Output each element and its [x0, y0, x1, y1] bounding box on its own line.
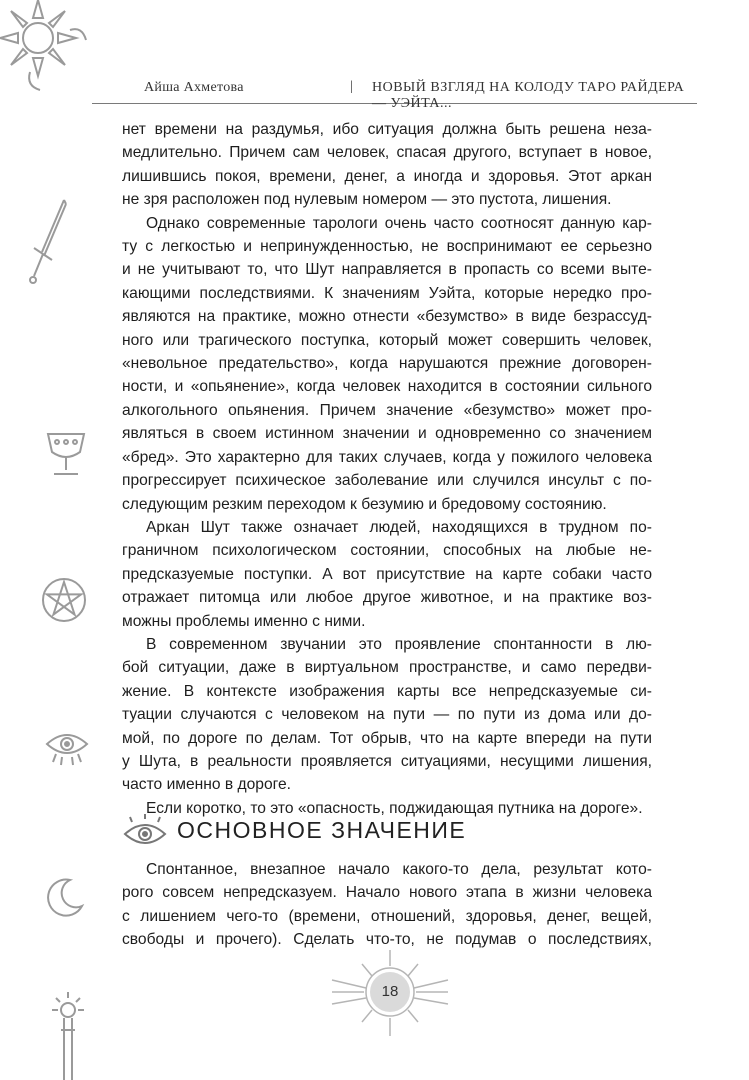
page-footer [330, 950, 450, 1040]
text-line: В современном звучании это проявление спонтанности в лю- [146, 635, 652, 653]
text-line: алкогольного опьянения. Причем значение «безумство» может про- [122, 401, 652, 419]
text-line: предсказуемые поступки. А вот присутствие на карте собаки часто [122, 565, 652, 583]
text-line: Аркан Шут также означает людей, находящихся в трудном по- [146, 518, 652, 536]
text-line: часто именно в дороге. [122, 776, 291, 794]
text-line: мой, по дороге по делам. Тот обрыв, что на карте впереди на пути [122, 729, 652, 747]
sun-icon [0, 0, 100, 110]
text-line: отражает питомца или любое другое животное, и на практике воз- [122, 589, 652, 607]
text-line: свободы и прочего). Сделать что-то, не подумав о последствиях, [122, 931, 652, 949]
section-heading [122, 812, 652, 852]
text-line: жение. В контексте изображения карты все непредсказуемые си- [122, 682, 652, 700]
heading-eye-icon [122, 814, 168, 853]
text-line: прогрессирует психическое заболевание или случился инсульт с по- [122, 472, 652, 490]
text-line: не зря расположен под нулевым номером — это пустота, лишения. [122, 191, 612, 209]
header-book-title: НОВЫЙ ВЗГЛЯД НА КОЛОДУ ТАРО РАЙДЕРА — УЭЙТА... [372, 80, 685, 111]
body-text [122, 118, 652, 820]
text-line: ту с легкостью и непринужденностью, не воспринимают ее серьезно [122, 238, 652, 256]
text-line: следующим резким переходом к безумию и бредовому состоянию. [122, 495, 607, 513]
text-line: «бред». Это характерно для таких случаев, когда у пожилого человека [122, 448, 652, 466]
wand-icon [48, 990, 88, 1080]
text-line: граничном психологическом состоянии, способных на любые не- [122, 542, 652, 560]
section-body [122, 858, 652, 952]
pentacle-icon [40, 576, 88, 624]
text-line: рого совсем непредсказуем. Начало нового этапа в жизни человека [122, 884, 652, 902]
text-line: у Шута, в реальности проявляется ситуациями, несущими лишения, [122, 752, 652, 770]
text-line: Если коротко, то это «опасность, поджидающая путника на дороге». [146, 799, 643, 817]
sword-icon [28, 196, 68, 296]
text-line: бой ситуации, даже в виртуальном пространстве, и само передви- [122, 659, 652, 677]
text-line: ного или трагического поступка, который может совершить человек, [122, 331, 652, 349]
moon-icon [42, 876, 86, 920]
page-number: 18 [370, 972, 410, 1012]
header-author: Айша Ахметова [144, 80, 244, 95]
text-line: являются на практике, можно отнести «безумство» в виде безрассуд- [122, 308, 652, 326]
running-header [92, 73, 697, 111]
text-line: нет времени на раздумья, ибо ситуация должна быть решена неза- [122, 121, 652, 138]
section-heading-text: ОСНОВНОЕ ЗНАЧЕНИЕ [177, 817, 467, 843]
text-line: лишившись покоя, времени, денег, а иногда и здоровья. Этот аркан [122, 167, 652, 185]
header-separator: | [350, 79, 354, 94]
text-line: кающими последствиями. К значениям Уэйта, которые нередко про- [122, 284, 652, 302]
text-line: с лишением чего-то (времени, отношений, здоровья, денег, вещей, [122, 907, 652, 925]
text-line: и не учитывают то, что Шут направляется в пропасть со всеми выте- [122, 261, 652, 279]
text-line: медлительно. Причем сам человек, спасая другого, вступает в новое, [122, 144, 652, 162]
chalice-icon [44, 430, 88, 480]
text-line: являться в своем истинном значении и одновременно со значением [122, 425, 652, 443]
text-line: туации случаются с человеком на пути — по пути из дома или до- [122, 706, 652, 724]
text-line: «невольное предательство», когда нарушаются прежние договорен- [122, 355, 652, 373]
text-line: можны проблемы именно с ними. [122, 612, 366, 630]
text-line: Спонтанное, внезапное начало какого-то дела, результат кото- [146, 861, 652, 878]
eye-icon [44, 728, 90, 768]
text-line: ности, и «опьянение», когда человек находится в состоянии сильного [122, 378, 652, 396]
text-line: Однако современные тарологи очень часто соотносят данную кар- [146, 214, 652, 232]
